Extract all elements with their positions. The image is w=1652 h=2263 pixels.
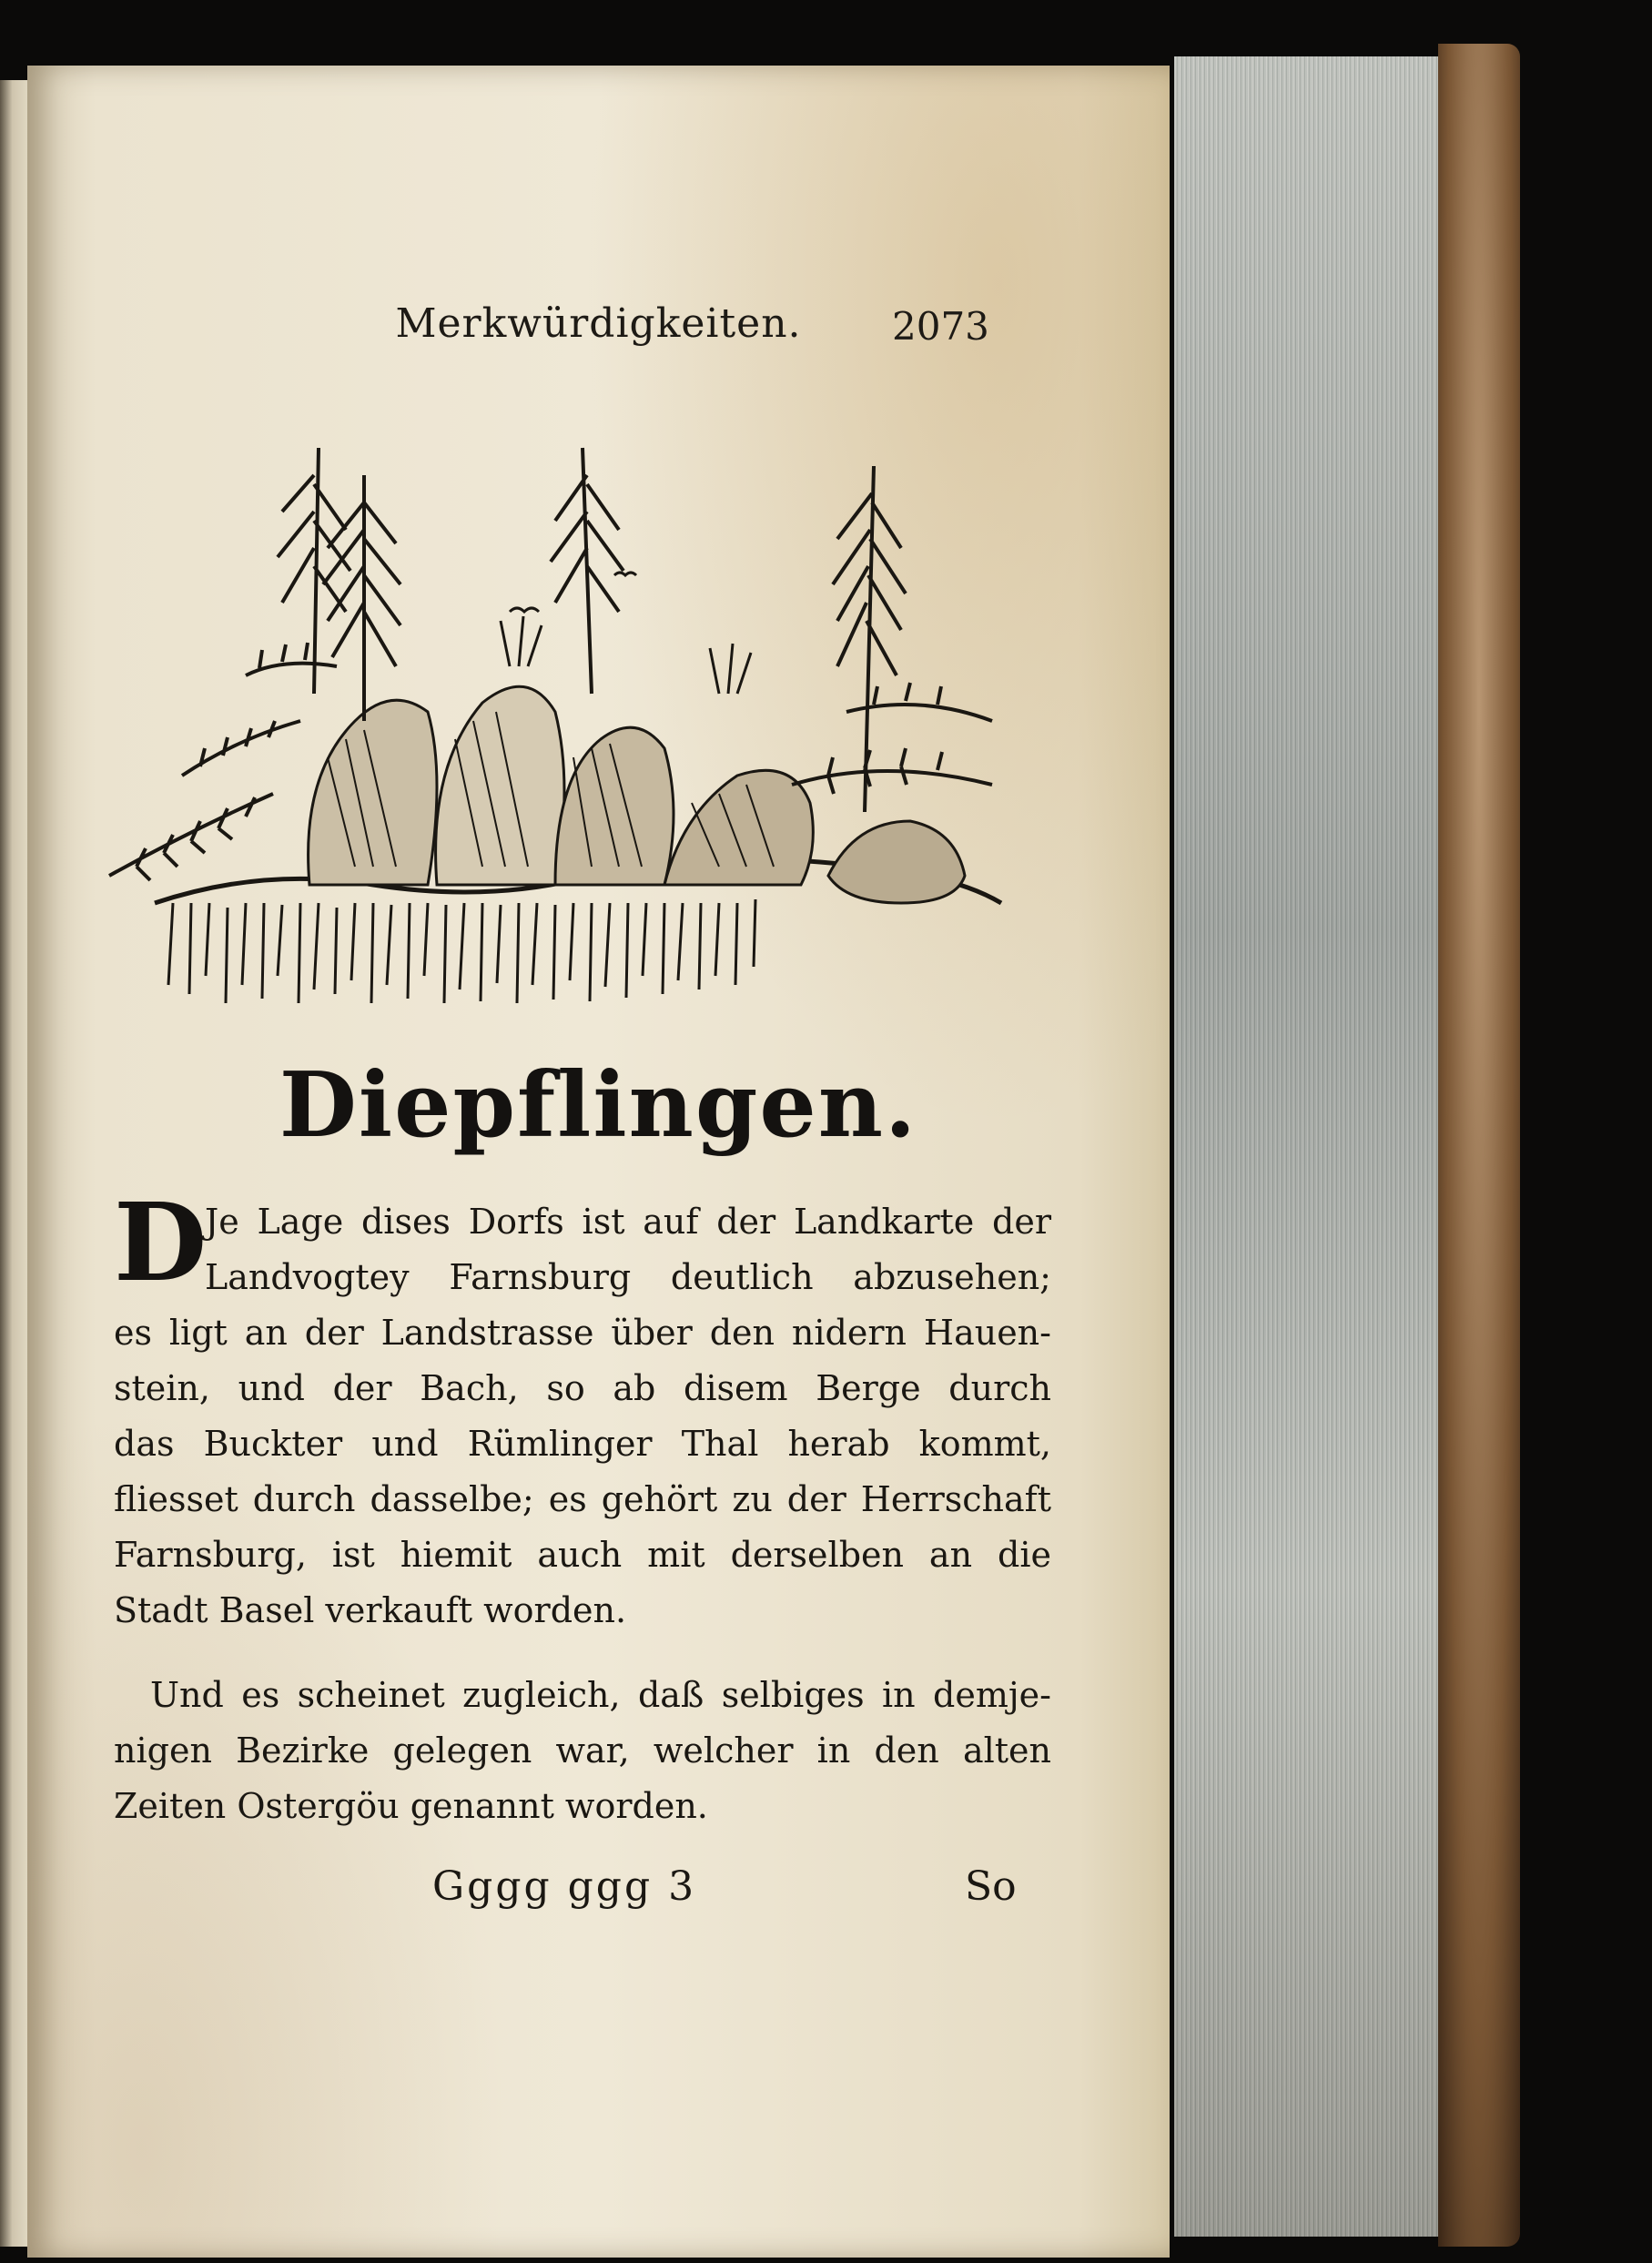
text-line: Je Lage dises Dorfs ist auf der Landkarte der: [205, 1202, 1051, 1242]
signature-mark: Gggg ggg 3: [432, 1863, 697, 1910]
section-title: Diepflingen.: [279, 1053, 918, 1158]
paragraph-1: [114, 1179, 1051, 1639]
paragraph-2: [114, 1668, 1051, 1834]
catchword: So: [965, 1863, 1017, 1910]
text-line: das Buckter und Rümlinger Thal herab kommt,: [114, 1424, 1051, 1464]
text-line: stein, und der Bach, so ab disem Berge durch: [114, 1368, 1051, 1408]
book-page: [27, 66, 1170, 2258]
running-title: Merkwürdigkeiten.: [395, 300, 802, 347]
page-edges: [1174, 56, 1447, 2237]
text-line: Farnsburg, ist hiemit auch mit derselben an die: [114, 1535, 1051, 1575]
text-line: fliesset durch dasselbe; es gehört zu der Herrschaft: [114, 1479, 1051, 1519]
leather-cover: [1438, 44, 1520, 2247]
text-line: Stadt Basel verkauft worden.: [114, 1590, 627, 1630]
woodcut-landscape-icon: [82, 393, 1065, 1030]
text-line: es ligt an der Landstrasse über den nidern Hauen-: [114, 1313, 1051, 1353]
text-line: Und es scheinet zugleich, daß selbiges in demje-: [150, 1675, 1051, 1715]
text-line: nigen Bezirke gelegen war, welcher in den alten: [114, 1730, 1051, 1771]
text-line: Landvogtey Farnsburg deutlich abzusehen;: [205, 1257, 1051, 1297]
text-line: Zeiten Ostergöu genannt worden.: [114, 1786, 708, 1826]
drop-cap: D: [114, 1179, 208, 1305]
page-number: 2073: [892, 304, 989, 349]
left-page-edge: [0, 80, 31, 2247]
